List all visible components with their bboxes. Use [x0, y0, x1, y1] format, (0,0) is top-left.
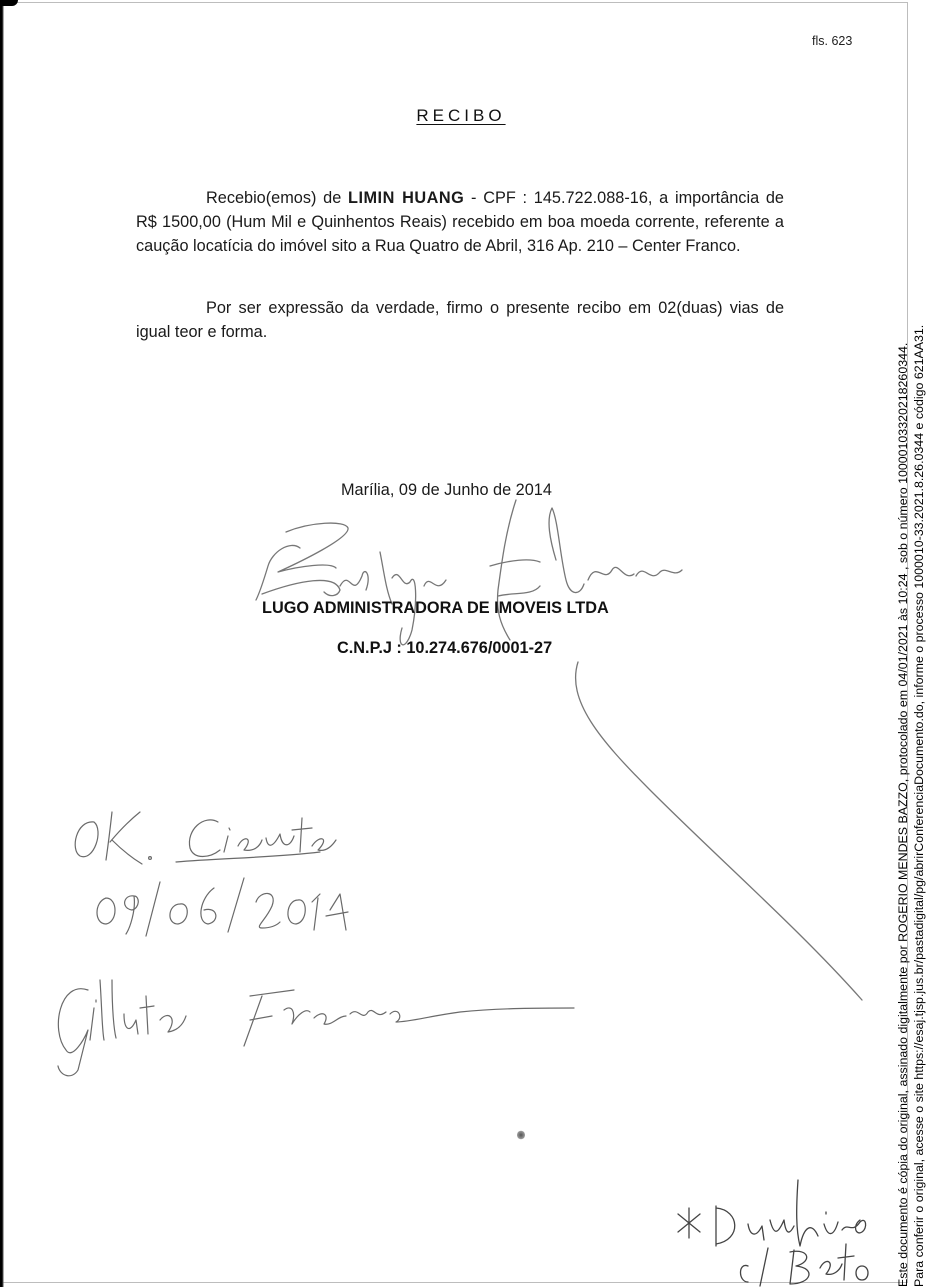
- stamp-line-1: Este documento é cópia do original, assinado digitalmente por ROGERIO MENDES BAZZO, protocolado em 04/01/2021 às 10:24 , sob o número 10000103320218260344.: [896, 342, 910, 1287]
- closing-paragraph: [136, 296, 784, 344]
- company-cnpj: C.N.P.J : 10.274.676/0001-27: [337, 639, 553, 657]
- digital-signature-stamp: [896, 7, 927, 1287]
- paragraph-lead: Recebio(emos) de: [206, 189, 349, 207]
- paragraph-rest: - CPF : 145.722.088-16, a importância de R$ 1500,00 (Hum Mil e Quinhentos Reais) recebido em boa moeda corrente, referente a caução locatícia do imóvel sito a Rua Quatro de Abril, 316 Ap. 210 – Center Franco.: [136, 189, 784, 255]
- stamp-line-2: Para conferir o original, acesse o site https://esaj.tjsp.jus.br/pastadigital/pg/abrirConferenciaDocumento.do, informe o processo 1000010-33.2021.8.26.0344 e código 621AA31.: [911, 324, 926, 1287]
- document-title: RECIBO: [416, 106, 506, 125]
- closing-text: Por ser expressão da verdade, firmo o presente recibo em 02(duas) vias de igual teor e forma.: [136, 299, 784, 341]
- scan-edge: [0, 0, 4, 1287]
- scan-speck: [517, 1130, 525, 1140]
- company-name: LUGO ADMINISTRADORA DE IMOVEIS LTDA: [262, 599, 609, 617]
- payer-name: LIMIN HUANG: [348, 189, 465, 207]
- page-reference: fls. 623: [812, 34, 853, 48]
- receipt-paragraph: [136, 186, 784, 258]
- place-date: Marília, 09 de Junho de 2014: [341, 481, 552, 499]
